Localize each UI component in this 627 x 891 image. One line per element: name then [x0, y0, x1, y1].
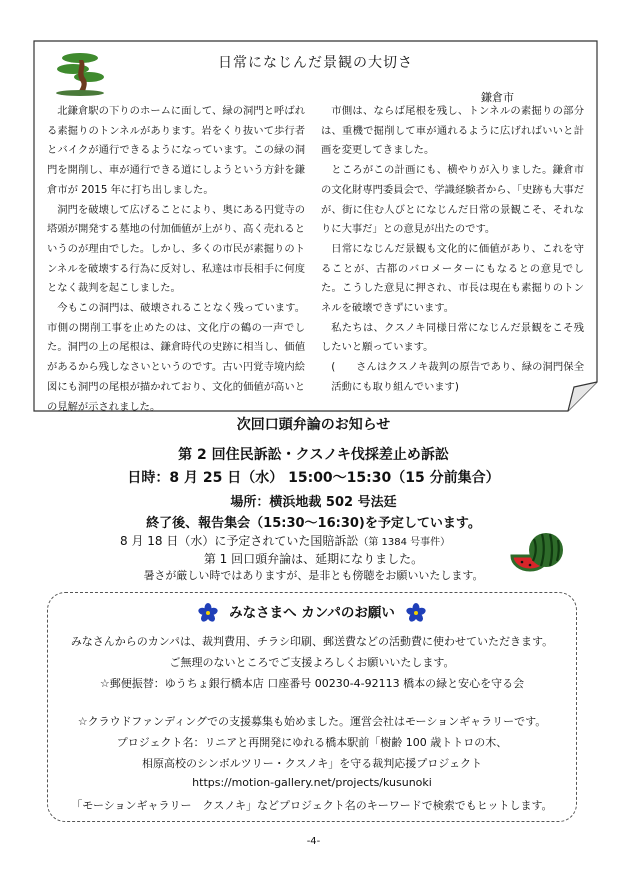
announcement-postponed-line — [120, 532, 520, 549]
paragraph: 洞門を破壊して広げることにより、奥にある円覚寺の塔頭が開発する墓地の付加価値が上がり、高く売れるというのが理由でした。しかし、多くの市民が素掘りのトンネルを破壊する行為に反対し、私達は市長相手に何度となく裁判を起こしました。 — [47, 203, 305, 295]
article-title: 日常になじんだ景観の大切さ — [218, 55, 413, 71]
project-name-line: 相原高校のシンボルツリー・クスノキ」を守る裁判応援プロジェクト — [142, 757, 482, 770]
announcement-postponed-notice: 第 1 回口頭弁論は、延期になりました。 — [203, 552, 424, 566]
article-right-column — [321, 102, 584, 398]
search-hint-line: 「モーションギャラリー クスノキ」などプロジェクト名のキーワードで検索でもヒットします。 — [71, 799, 553, 812]
donation-box — [47, 592, 577, 822]
announcement-case-name: 第 2 回住民訴訟・クスノキ伐採差止め訴訟 — [178, 447, 449, 463]
announcement-datetime: 日時：8 月 25 日（水） 15:00～15:30（15 分前集合） — [127, 470, 500, 486]
paragraph: 今もこの洞門は、破壊されることなく残っています。市側の開削工事を止めたのは、文化庁の鶴の一声でした。洞門の上の尾根は、鎌倉時代の史跡に相当し、価値があるから残しなさいというのです。古い円覚寺境内絵図にも洞門の尾根が描かれており、文化的価値が高いとの見解が示されました。 — [47, 302, 305, 413]
article-box — [33, 40, 598, 412]
author-note: ( さんはクスノキ裁判の原告であり、緑の洞門保全活動にも取り組んでいます) — [331, 361, 584, 393]
article-left-column — [47, 102, 305, 417]
project-name-line: プロジェクト名：リニアと再開発にゆれる橋本駅前「樹齢 100 歳トトロの木、 — [116, 736, 508, 749]
postponed-main: 8 月 18 日（水）に予定されていた国賠訴訟 — [120, 534, 359, 548]
paragraph: 私たちは、クスノキ同様日常になじんだ景観をこそ残したいと願っています。 — [321, 321, 584, 354]
postal-transfer-line: ☆郵便振替：ゆうちょ銀行橋本店 口座番号 00230-4-92113 橋本の緑と安心を守る会 — [99, 677, 525, 690]
article-author: 鎌倉市 — [481, 91, 514, 104]
project-url[interactable]: https://motion-gallery.net/projects/kusunoki — [192, 776, 432, 789]
paragraph: 市側は、ならば尾根を残し、トンネルの素掘りの部分は、重機で掘削して車が通れるように広げればいいと計画を変更してきました。 — [321, 105, 584, 157]
announcement-title: 次回口頭弁論のお知らせ — [236, 417, 391, 433]
hibiscus-icon — [406, 603, 426, 623]
announcement-request: 暑さが厳しい時ではありますが、是非とも傍聴をお願いいたします。 — [143, 569, 484, 582]
paragraph: 日常になじんだ景観も文化的に価値があり、これを守ることが、古都のバロメーターにもなるとの意見でした。こうした意見に押され、市長は現在も素掘りのトンネルを破壊できずにいます。 — [321, 242, 584, 315]
paragraph: ところがこの計画にも、横やりが入りました。鎌倉市の文化財専門委員会で、学識経験者から、「史跡も大事だが、街に住む人びとになじんだ日常の景観こそ、それなりに大事だ」との意見が出たのです。 — [321, 164, 584, 236]
announcement-after-meeting: 終了後、報告集会（15:30～16:30)を予定しています。 — [146, 516, 481, 531]
crowdfunding-line: ☆クラウドファンディングでの支援募集も始めました。運営会社はモーションギャラリーです。 — [77, 715, 547, 728]
paragraph: 北鎌倉駅の下りのホームに面して、緑の洞門と呼ばれる素掘りのトンネルがあります。岩をくり抜いて歩行者とバイクが通行できるようになっています。この緑の洞門を開削し、車が通行できる道にしようという方針を鎌倉市が 2015 年に打ち出しました。 — [47, 105, 305, 196]
hibiscus-icon — [198, 603, 218, 623]
donation-heading — [48, 601, 576, 623]
watermelon-icon — [508, 530, 566, 574]
donation-heading-text: みなさまへ カンパのお願い — [229, 605, 395, 621]
donation-line: ご無理のないところでご支援よろしくお願いいたします。 — [169, 656, 455, 669]
case-number: （第 1384 号事件） — [358, 537, 451, 548]
donation-line: みなさんからのカンパは、裁判費用、チラシ印刷、郵送費などの活動費に使わせていただきます。 — [70, 635, 554, 648]
page-number: -4- — [306, 836, 321, 847]
announcement-place: 場所：横浜地裁 502 号法廷 — [230, 495, 397, 510]
